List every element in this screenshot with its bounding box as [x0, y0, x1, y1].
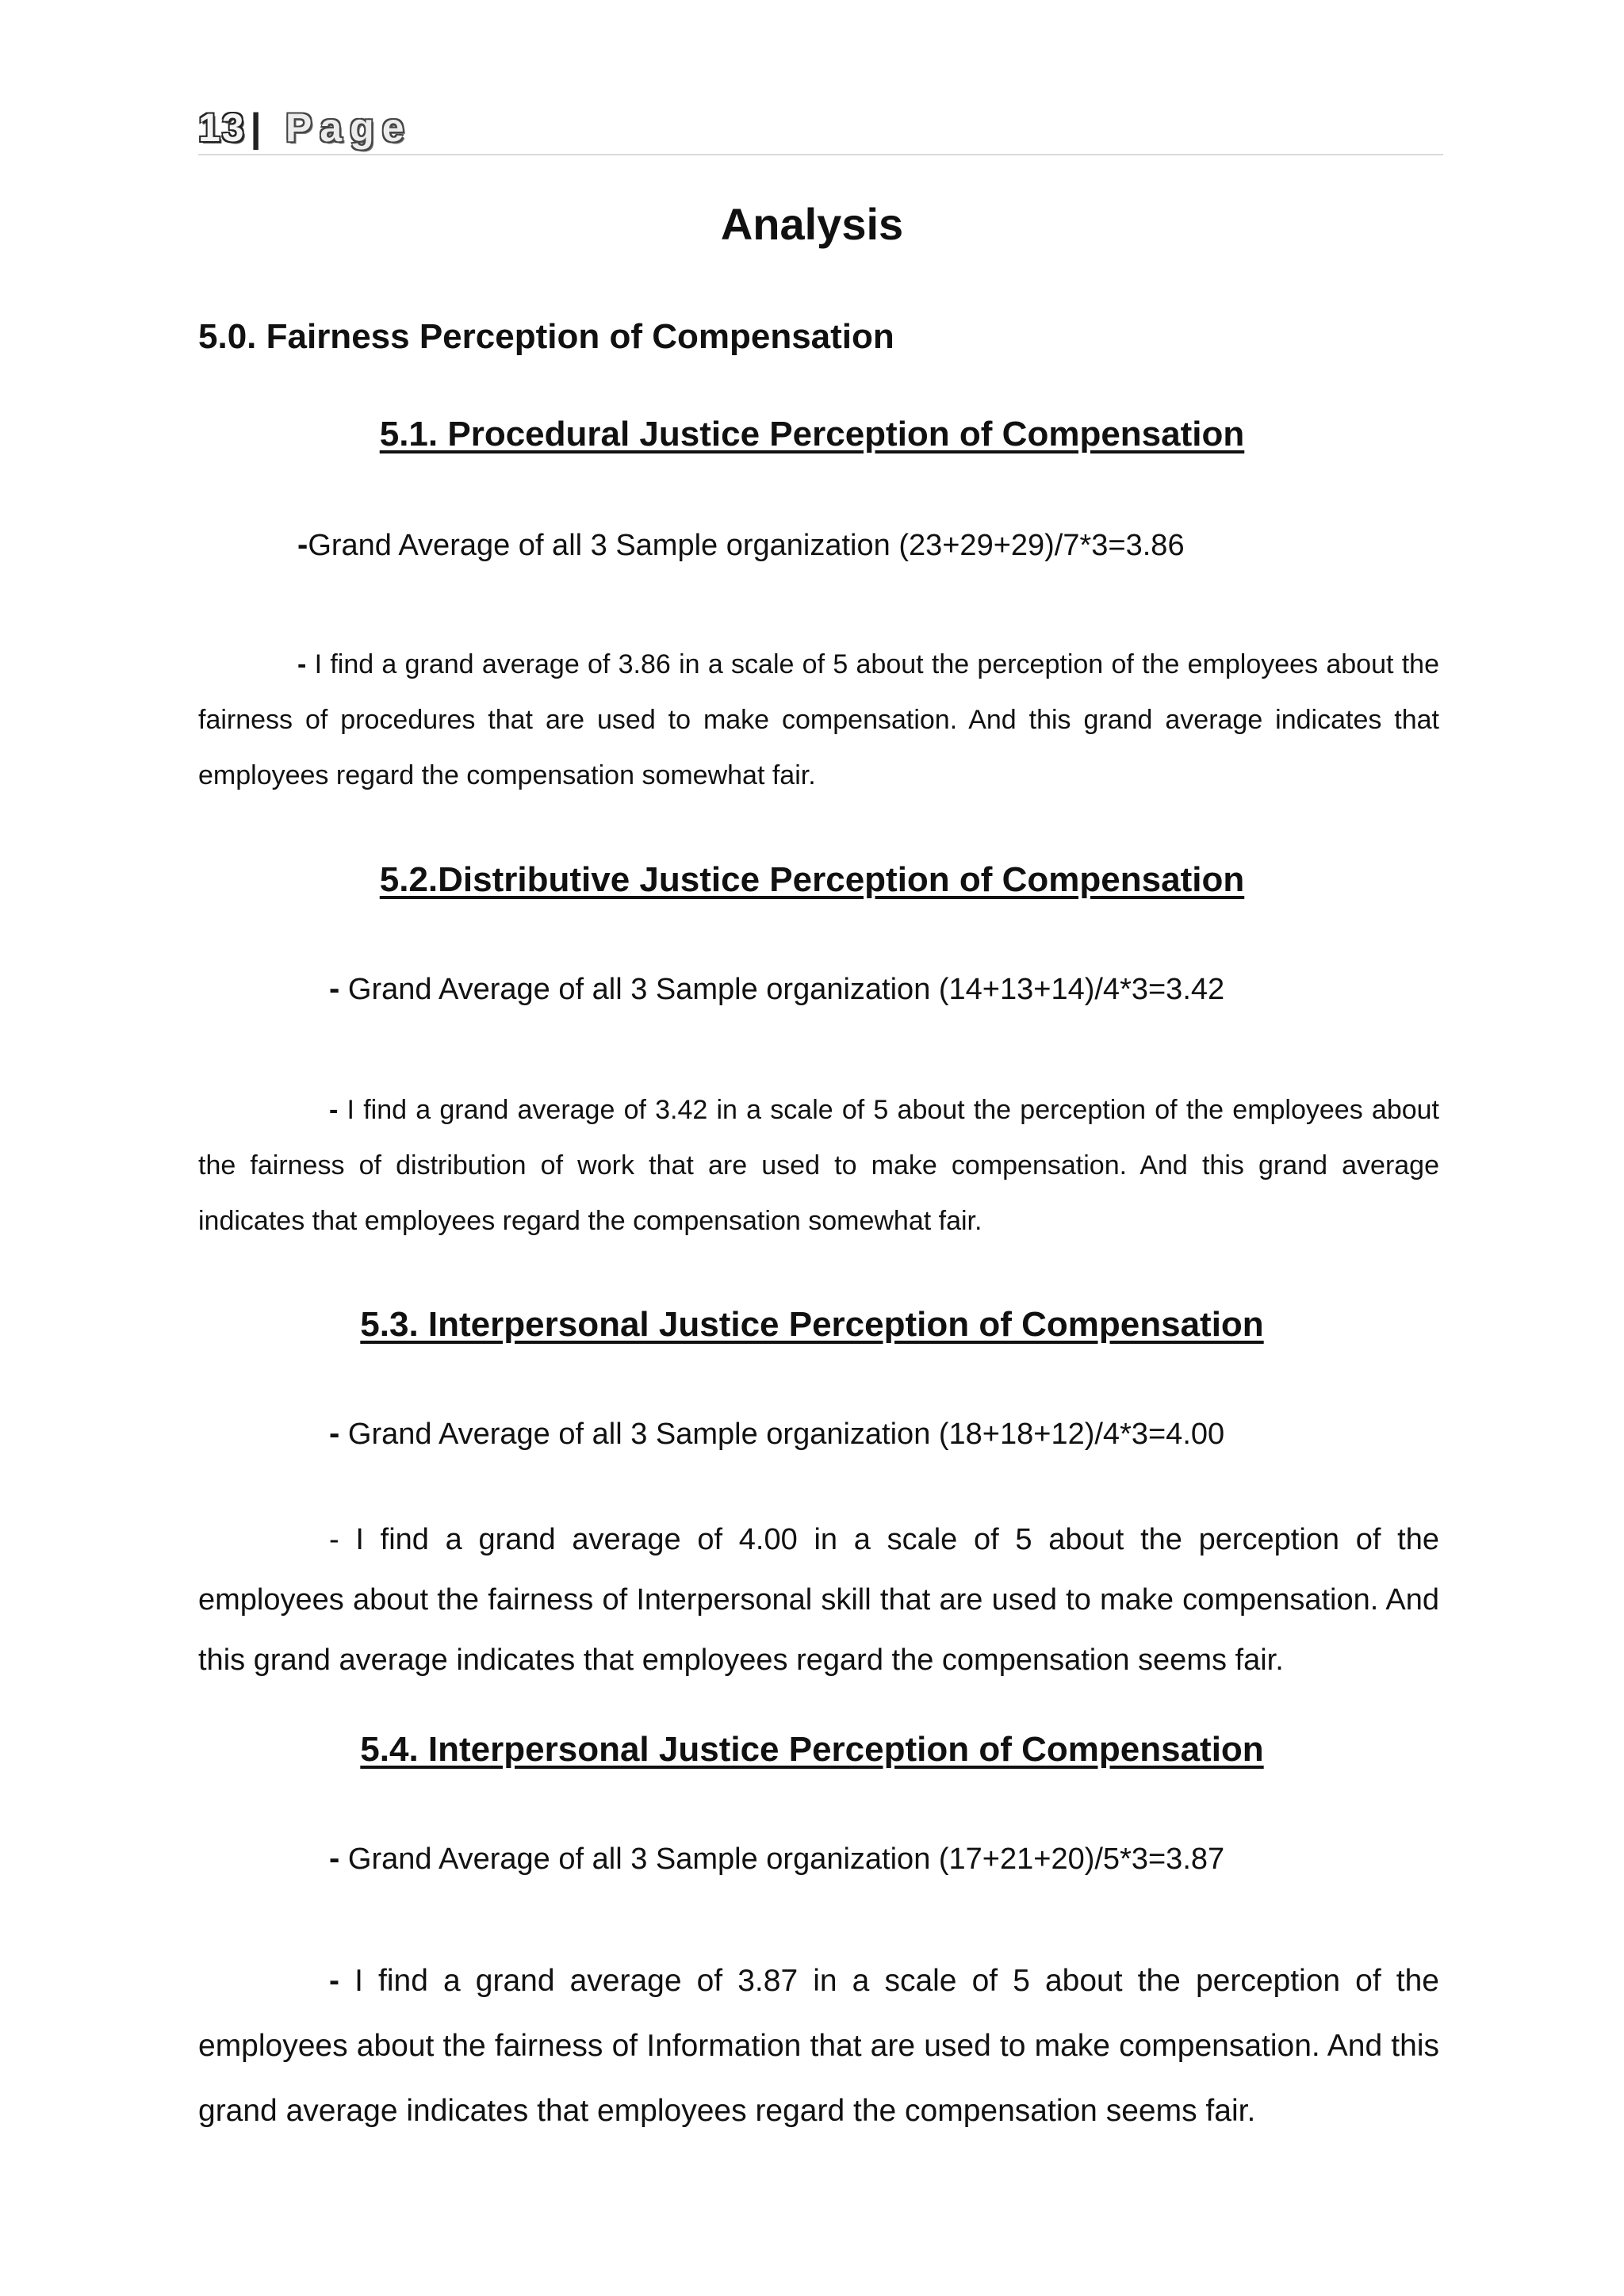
page-number: 13 | — [198, 105, 263, 150]
paragraph-5-3: - I find a grand average of 4.00 in a scale of 5 about the perception of the employees about the fairness of Interpersonal skill that are used to make compensation. And this grand average indicates that employees regard the compensation seems fair. — [198, 1523, 1439, 1677]
formula-5-2: - Grand Average of all 3 Sample organization (14+13+14)/4*3=3.42 — [329, 971, 1225, 1006]
paragraph-5-2: - I find a grand average of 3.42 in a scale of 5 about the perception of the employees about the fairness of distribution of work that are used to make compensation. And this grand average indicates that employees regard the compensation somewhat fair. — [198, 1095, 1440, 1236]
formula-5-1: -Grand Average of all 3 Sample organization (23+29+29)/7*3=3.86 — [297, 527, 1185, 562]
section-heading-5-2: 5.2.Distributive Justice Perception of Compensation — [379, 860, 1245, 899]
paragraph-5-4: - I find a grand average of 3.87 in a scale of 5 about the perception of the employees about the fairness of Information that are used to make compensation. And this grand average indicates that employees regard the compensation seems fair. — [198, 1964, 1439, 2128]
page-header — [198, 103, 1443, 155]
main-heading: 5.0. Fairness Perception of Compensation — [198, 317, 894, 356]
formula-5-4: - Grand Average of all 3 Sample organization (17+21+20)/5*3=3.87 — [329, 1841, 1225, 1876]
section-heading-5-1: 5.1. Procedural Justice Perception of Compensation — [379, 415, 1245, 453]
page-separator: | — [250, 105, 263, 150]
page-word: Page — [285, 105, 412, 150]
section-heading-5-4: 5.4. Interpersonal Justice Perception of Compensation — [360, 1730, 1264, 1769]
section-heading-5-3: 5.3. Interpersonal Justice Perception of Compensation — [360, 1305, 1264, 1344]
formula-5-3: - Grand Average of all 3 Sample organization (18+18+12)/4*3=4.00 — [329, 1416, 1225, 1451]
page-title: Analysis — [720, 199, 904, 249]
paragraph-5-1: - I find a grand average of 3.86 in a scale of 5 about the perception of the employees about the fairness of procedures that are used to make compensation. And this grand average indicates that employees regard the compensation somewhat fair. — [198, 649, 1439, 790]
